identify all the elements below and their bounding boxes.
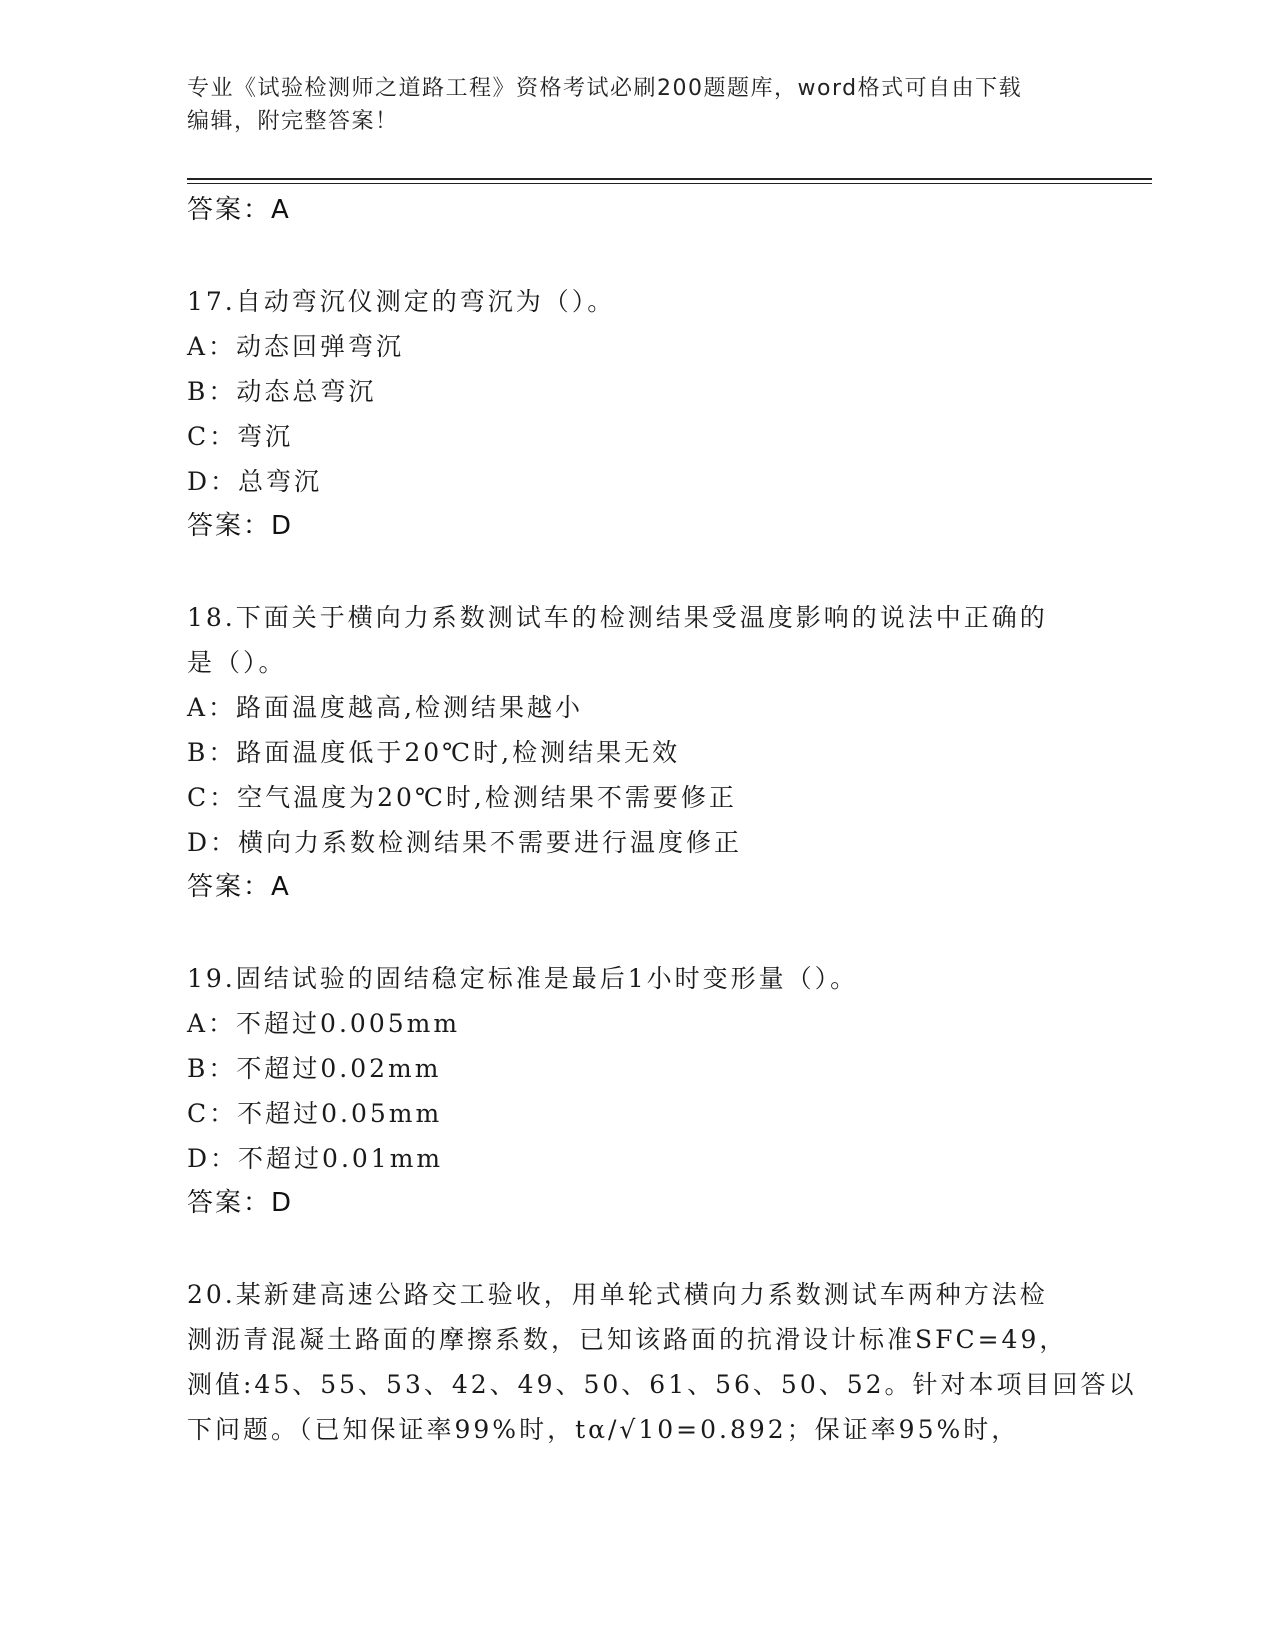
option-a: A：路面温度越高,检测结果越小 [187,693,584,722]
block-spacer [187,1226,1087,1272]
question-stem-continued: 测沥青混凝土路面的摩擦系数，已知该路面的抗滑设计标准SFC=49， [187,1325,1068,1354]
answer-line: 答案：A [187,872,291,902]
answer-line: 答案：D [187,511,294,541]
question-stem: 19.固结试验的固结稳定标准是最后1小时变形量（）。 [187,964,859,993]
option-a: A：不超过0.005mm [187,1009,461,1038]
question-stem: 17.自动弯沉仪测定的弯沉为（）。 [187,287,616,316]
option-c: C：弯沉 [187,422,294,451]
question-20 [187,1272,1137,1452]
question-stem: 18.下面关于横向力系数测试车的检测结果受温度影响的说法中正确的 [187,603,1048,632]
header-divider [187,178,1152,180]
page-header [187,72,1067,138]
option-c: C：空气温度为20℃时,检测结果不需要修正 [187,783,737,812]
question-stem-continued: 测值:45、55、53、42、49、50、61、56、50、52。针对本项目回答以 [187,1370,1137,1399]
option-d: D：不超过0.01mm [187,1144,444,1173]
option-b: B：路面温度低于20℃时,检测结果无效 [187,738,681,767]
option-d: D：横向力系数检测结果不需要进行温度修正 [187,828,743,857]
header-line-1: 专业《试验检测师之道路工程》资格考试必刷200题题库，word格式可自由下载 [187,76,1023,101]
question-stem: 20.某新建高速公路交工验收，用单轮式横向力系数测试车两种方法检 [187,1280,1048,1309]
block-spacer [187,549,1087,595]
answer-line: 答案：A [187,195,291,225]
header-line-2: 编辑，附完整答案！ [187,109,399,134]
block-spacer [187,910,1087,956]
block-spacer [187,233,1087,279]
question-18 [187,595,1087,910]
question-stem-continued: 是（）。 [187,648,287,677]
answer-line: 答案：D [187,1188,294,1218]
option-c: C：不超过0.05mm [187,1099,443,1128]
header-divider-thin [187,183,1152,184]
question-stem-continued: 下问题。（已知保证率99%时，tα/√10=0.892；保证率95%时， [187,1415,1020,1444]
question-17 [187,279,1087,549]
option-d: D：总弯沉 [187,467,323,496]
option-b: B：不超过0.02mm [187,1054,442,1083]
option-a: A：动态回弹弯沉 [187,332,405,361]
option-b: B：动态总弯沉 [187,377,377,406]
question-list [187,188,1137,1452]
question-19 [187,956,1087,1226]
